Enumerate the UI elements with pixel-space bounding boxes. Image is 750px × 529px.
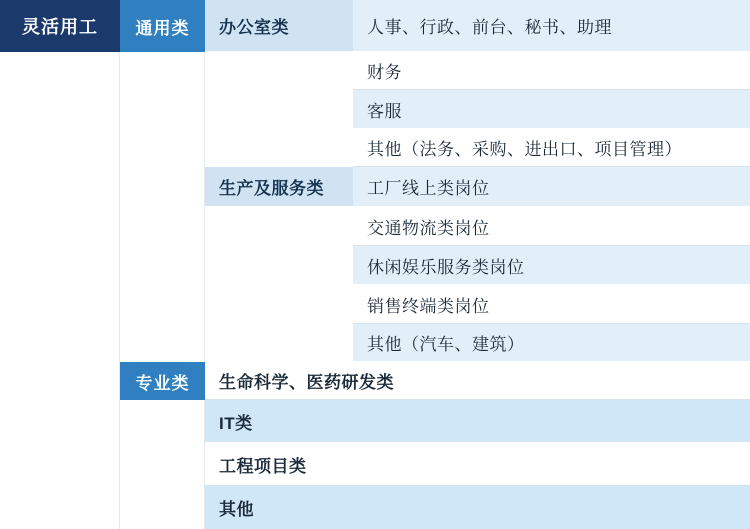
item-row xyxy=(353,324,750,362)
root-node-label: 灵活用工 xyxy=(22,17,98,37)
item-label: 交通物流类岗位 xyxy=(367,218,490,238)
item-label: IT类 xyxy=(219,413,253,433)
item-label: 人事、行政、前台、秘书、助理 xyxy=(367,18,612,37)
item-label: 其他（法务、采购、进出口、项目管理） xyxy=(367,140,682,159)
item-row xyxy=(353,0,750,52)
item-row xyxy=(353,129,750,167)
category-professional-label: 专业类 xyxy=(135,373,190,393)
item-row xyxy=(353,52,750,90)
left-rail-background xyxy=(0,52,120,529)
item-row xyxy=(205,486,750,529)
item-label: 销售终端类岗位 xyxy=(367,296,490,316)
item-label: 财务 xyxy=(367,63,402,82)
subcategory-office-body xyxy=(205,52,353,167)
category-professional-body xyxy=(120,400,205,529)
item-row xyxy=(353,90,750,129)
item-row xyxy=(353,167,750,207)
category-general-label: 通用类 xyxy=(135,18,190,38)
subcategory-office xyxy=(205,0,353,52)
item-label: 其他（汽车、建筑） xyxy=(367,335,525,354)
category-professional xyxy=(120,362,205,400)
subcategory-office-label: 办公室类 xyxy=(219,18,289,37)
subcategory-production-service-body xyxy=(205,207,353,362)
item-label: 工程项目类 xyxy=(219,456,307,476)
item-label: 客服 xyxy=(367,101,402,121)
category-general xyxy=(120,0,205,52)
item-label: 工厂线上类岗位 xyxy=(367,179,490,198)
item-label: 其他 xyxy=(219,500,254,519)
category-general-body xyxy=(120,52,205,362)
item-row xyxy=(205,362,750,400)
item-row xyxy=(353,207,750,246)
item-row xyxy=(205,400,750,443)
subcategory-production-service-label: 生产及服务类 xyxy=(219,179,324,198)
subcategory-production-service xyxy=(205,167,353,207)
root-node-flexible-employment xyxy=(0,0,120,52)
item-row xyxy=(353,285,750,324)
item-row xyxy=(205,443,750,486)
item-row xyxy=(353,246,750,285)
item-label: 生命科学、医药研发类 xyxy=(219,373,394,392)
item-label: 休闲娱乐服务类岗位 xyxy=(367,257,525,277)
